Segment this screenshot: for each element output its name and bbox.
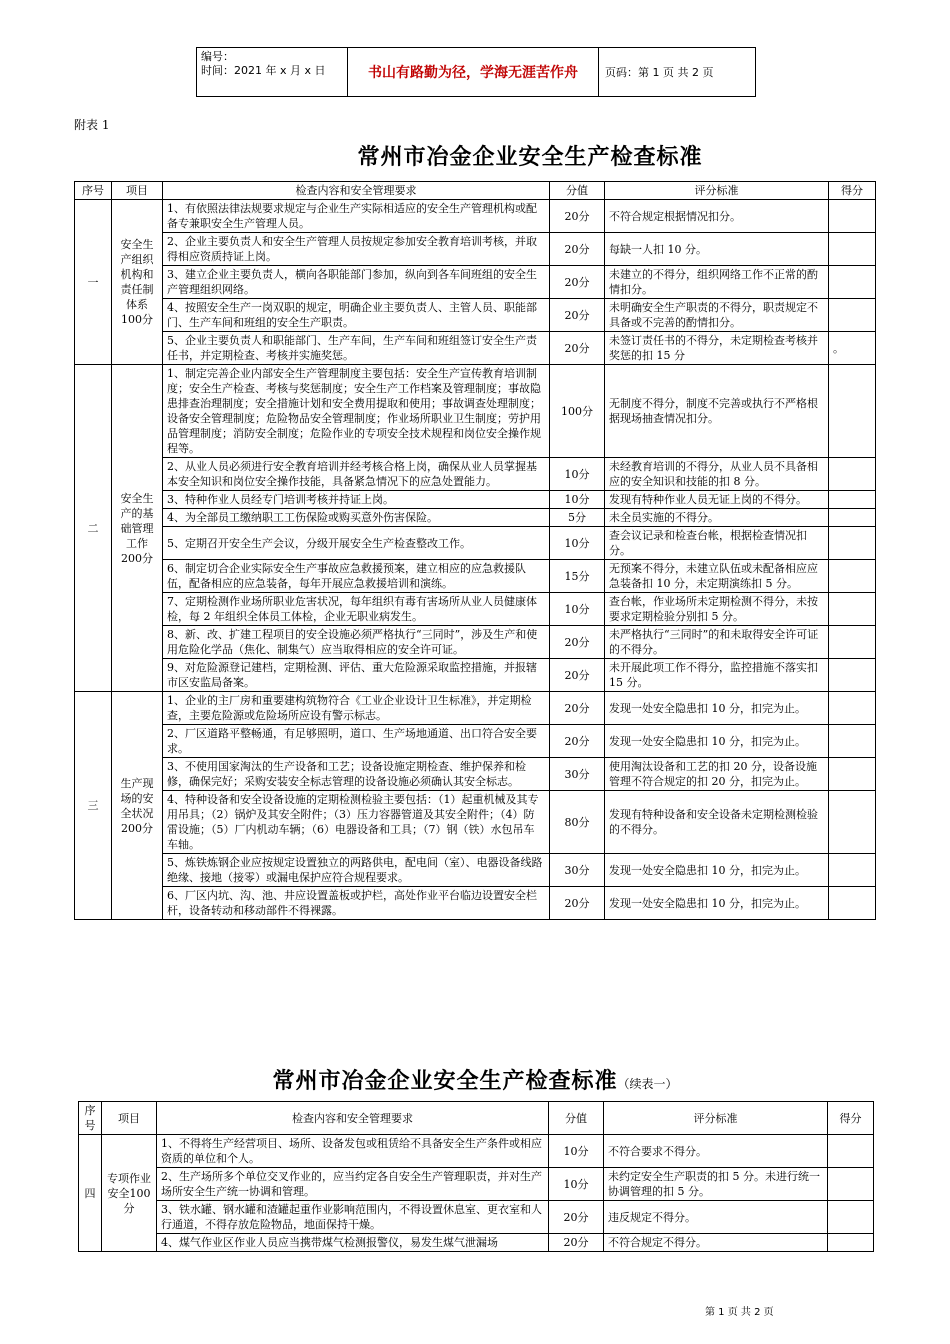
table-row [75, 299, 876, 332]
table-row [75, 509, 876, 527]
table-row [75, 527, 876, 560]
table-row [79, 1168, 874, 1201]
scoring-standard-cell: 不符合要求不得分。 [604, 1135, 828, 1168]
table-header-row [79, 1102, 874, 1135]
requirement-cell: 4、特种设备和安全设备设施的定期检测检验主要包括：（1）起重机械及其专用吊具；（2）锅炉及其安全附件；（3）压力容器管道及其安全附件；（4）防雷设施；（5）厂内机动车辆；（6）电器设备和工具；（7）钢（铁）水包吊车车轴。 [163, 791, 550, 854]
continuation-subtitle: （续表一） [617, 1077, 678, 1091]
scoring-standard-cell: 查会议记录和检查台帐，根据检查情况扣分。 [605, 527, 829, 560]
section-number: 三 [75, 692, 112, 920]
scoring-standard-cell: 未开展此项工作不得分，监控措施不落实扣 15 分。 [605, 659, 829, 692]
col-header-got: 得分 [829, 182, 876, 200]
col-header-standard: 评分标准 [605, 182, 829, 200]
score-cell: 80分 [550, 791, 605, 854]
col-header-score: 分值 [549, 1102, 604, 1135]
time-label: 时间：2021 年 x 月 x 日 [201, 64, 326, 77]
score-cell: 10分 [549, 1135, 604, 1168]
table-row [79, 1234, 874, 1252]
table-row [75, 560, 876, 593]
requirement-cell: 4、煤气作业区作业人员应当携带煤气检测报警仪，易发生煤气泄漏场 [157, 1234, 549, 1252]
section-item: 安全生产的基础管理工作200分 [112, 365, 163, 692]
score-cell: 20分 [549, 1201, 604, 1234]
points-cell [829, 491, 876, 509]
points-cell [828, 1201, 874, 1234]
score-cell: 20分 [550, 299, 605, 332]
scoring-standard-cell: 发现有特种设备和安全设备未定期检测检验的不得分。 [605, 791, 829, 854]
points-cell [828, 1234, 874, 1252]
table-row [75, 491, 876, 509]
requirement-cell: 9、对危险源登记建档，定期检测、评估、重大危险源采取监控措施，并报辖市区安监局备案。 [163, 659, 550, 692]
section-number: 四 [79, 1135, 102, 1252]
points-cell [829, 887, 876, 920]
score-cell: 20分 [550, 266, 605, 299]
requirement-cell: 3、特种作业人员经专门培训考核并持证上岗。 [163, 491, 550, 509]
score-cell: 30分 [550, 758, 605, 791]
page-header [196, 47, 756, 97]
scoring-standard-cell: 违反规定不得分。 [604, 1201, 828, 1234]
scoring-standard-cell: 未经教育培训的不得分，从业人员不具备相应的安全知识和技能的扣 8 分。 [605, 458, 829, 491]
points-cell [829, 458, 876, 491]
scoring-standard-cell: 发现一处安全隐患扣 10 分，扣完为止。 [605, 854, 829, 887]
points-cell: 。 [829, 332, 876, 365]
score-cell: 20分 [550, 659, 605, 692]
scoring-standard-cell: 不符合规定根据情况扣分。 [605, 200, 829, 233]
score-cell: 5分 [550, 509, 605, 527]
score-cell: 10分 [550, 593, 605, 626]
requirement-cell: 2、厂区道路平整畅通，有足够照明，道口、生产场地通道、出口符合安全要求。 [163, 725, 550, 758]
table-row [75, 458, 876, 491]
scoring-standard-cell: 无预案不得分，未建立队伍或未配备相应应急装备扣 10 分，未定期演练扣 5 分。 [605, 560, 829, 593]
points-cell [828, 1168, 874, 1201]
requirement-cell: 4、为全部员工缴纳职工工伤保险或购买意外伤害保险。 [163, 509, 550, 527]
points-cell [829, 758, 876, 791]
table-row [75, 233, 876, 266]
table-row [75, 266, 876, 299]
requirement-cell: 1、有依照法律法规要求规定与企业生产实际相适应的安全生产管理机构或配备专兼职安全生产管理人员。 [163, 200, 550, 233]
code-label: 编号： [201, 50, 234, 63]
section-item: 专项作业安全100分 [102, 1135, 157, 1252]
table-row [75, 692, 876, 725]
table-row [75, 758, 876, 791]
table-row [75, 791, 876, 854]
table-row [75, 200, 876, 233]
requirement-cell: 1、企业的主厂房和重要建构筑物符合《工业企业设计卫生标准》，并定期检查，主要危险源或危险场所应设有警示标志。 [163, 692, 550, 725]
col-header-content: 检查内容和安全管理要求 [163, 182, 550, 200]
score-cell: 10分 [550, 458, 605, 491]
points-cell [829, 266, 876, 299]
requirement-cell: 2、企业主要负责人和安全生产管理人员按规定参加安全教育培训考核，并取得相应资质持证上岗。 [163, 233, 550, 266]
score-cell: 20分 [550, 692, 605, 725]
table-row [75, 626, 876, 659]
score-cell: 20分 [550, 200, 605, 233]
scoring-standard-cell: 未建立的不得分，组织网络工作不正常的酌情扣分。 [605, 266, 829, 299]
score-cell: 10分 [549, 1168, 604, 1201]
points-cell [829, 725, 876, 758]
col-header-no: 序号 [75, 182, 112, 200]
continuation-title [0, 1064, 950, 1095]
section-number: 二 [75, 365, 112, 692]
score-cell: 20分 [550, 725, 605, 758]
col-header-item: 项目 [112, 182, 163, 200]
requirement-cell: 2、生产场所多个单位交叉作业的，应当约定各自安全生产管理职责，并对生产场所安全生产统一协调和管理。 [157, 1168, 549, 1201]
requirement-cell: 2、从业人员必须进行安全教育培训并经考核合格上岗，确保从业人员掌握基本安全知识和岗位安全操作技能，具备紧急情况下的应急处置能力。 [163, 458, 550, 491]
table-row [75, 887, 876, 920]
continuation-title-text: 常州市冶金企业安全生产检查标准 [272, 1068, 618, 1094]
table-row [79, 1135, 874, 1168]
points-cell [829, 200, 876, 233]
table-row [75, 725, 876, 758]
points-cell [829, 365, 876, 458]
section-item: 生产现场的安全状况200分 [112, 692, 163, 920]
requirement-cell: 5、企业主要负责人和职能部门、生产车间，生产车间和班组签订安全生产责任书，并定期检查、考核并实施奖惩。 [163, 332, 550, 365]
requirement-cell: 7、定期检测作业场所职业危害状况，每年组织有毒有害场所从业人员健康体检，每 2 年组织全体员工体检，企业无职业病发生。 [163, 593, 550, 626]
points-cell [829, 626, 876, 659]
points-cell [828, 1135, 874, 1168]
requirement-cell: 3、建立企业主要负责人，横向各职能部门参加，纵向到各车间班组的安全生产管理组织网络。 [163, 266, 550, 299]
score-cell: 15分 [550, 560, 605, 593]
page-title: 常州市冶金企业安全生产检查标准 [357, 144, 703, 170]
score-cell: 20分 [550, 887, 605, 920]
points-cell [829, 854, 876, 887]
inspection-table-continued [78, 1101, 874, 1252]
requirement-cell: 5、定期召开安全生产会议，分级开展安全生产检查整改工作。 [163, 527, 550, 560]
score-cell: 30分 [550, 854, 605, 887]
table-row [75, 593, 876, 626]
scoring-standard-cell: 未约定安全生产职责的扣 5 分。未进行统一协调管理的扣 5 分。 [604, 1168, 828, 1201]
score-cell: 10分 [550, 491, 605, 509]
score-cell: 20分 [549, 1234, 604, 1252]
points-cell [829, 560, 876, 593]
requirement-cell: 1、制定完善企业内部安全生产管理制度主要包括：安全生产宣传教育培训制度；安全生产检查、考核与奖惩制度；安全生产工作档案及管理制度；事故隐患排查治理制度；安全措施计划和安全费用提取和使用；事故调查处理制度；设备安全管理制度；危险物品安全管理制度；作业场所职业卫生制度；劳护用品管理制度；消防安全制度；危险作业的专项安全技术规程和岗位安全操作规程等。 [163, 365, 550, 458]
scoring-standard-cell: 未签订责任书的不得分，未定期检查考核并奖惩的扣 15 分 [605, 332, 829, 365]
requirement-cell: 3、铁水罐、钢水罐和渣罐起重作业影响范围内，不得设置休息室、更衣室和人行通道，不得存放危险物品，地面保持干燥。 [157, 1201, 549, 1234]
scoring-standard-cell: 未全员实施的不得分。 [605, 509, 829, 527]
points-cell [829, 233, 876, 266]
scoring-standard-cell: 发现一处安全隐患扣 10 分，扣完为止。 [605, 692, 829, 725]
inspection-table [74, 181, 876, 920]
section-number: 一 [75, 200, 112, 365]
header-motto: 书山有路勤为径，学海无涯苦作舟 [348, 48, 599, 96]
scoring-standard-cell: 每缺一人扣 10 分。 [605, 233, 829, 266]
scoring-standard-cell: 查台帐，作业场所未定期检测不得分，未按要求定期检验分别扣 5 分。 [605, 593, 829, 626]
page-footer: 第 1 页 共 2 页 [705, 1307, 774, 1318]
score-cell: 100分 [550, 365, 605, 458]
requirement-cell: 6、制定切合企业实际安全生产事故应急救援预案，建立相应的应急救援队伍，配备相应的应急装备，每年开展应急救援培训和演练。 [163, 560, 550, 593]
points-cell [829, 593, 876, 626]
requirement-cell: 5、炼铁炼钢企业应按规定设置独立的两路供电，配电间（室）、电器设备线路绝缘、接地（接零）或漏电保护应符合规程要求。 [163, 854, 550, 887]
table-row [75, 365, 876, 458]
score-cell: 20分 [550, 332, 605, 365]
header-page: 页码：第 1 页 共 2 页 [605, 66, 714, 79]
scoring-standard-cell: 无制度不得分，制度不完善或执行不严格根据现场抽查情况扣分。 [605, 365, 829, 458]
requirement-cell: 3、不使用国家淘汰的生产设备和工艺；设备设施定期检查、维护保养和检修，确保完好；采购安装安全标志管理的设备设施必须确认其安全标志。 [163, 758, 550, 791]
scoring-standard-cell: 未明确安全生产职责的不得分，职责规定不具备或不完善的酌情扣分。 [605, 299, 829, 332]
score-cell: 10分 [550, 527, 605, 560]
requirement-cell: 8、新、改、扩建工程项目的安全设施必须严格执行“三同时”，涉及生产和使用危险化学品（焦化、制集气）应当取得相应的安全许可证。 [163, 626, 550, 659]
requirement-cell: 6、厂区内坑、沟、池、井应设置盖板或护栏，高处作业平台临边设置安全栏杆，设备转动和移动部件不得裸露。 [163, 887, 550, 920]
score-cell: 20分 [550, 233, 605, 266]
points-cell [829, 791, 876, 854]
scoring-standard-cell: 不符合规定不得分。 [604, 1234, 828, 1252]
requirement-cell: 4、按照安全生产一岗双职的规定，明确企业主要负责人、主管人员、职能部门、生产车间和班组的安全生产职责。 [163, 299, 550, 332]
scoring-standard-cell: 发现一处安全隐患扣 10 分，扣完为止。 [605, 725, 829, 758]
attachment-label: 附表 1 [74, 118, 110, 132]
table-row [75, 854, 876, 887]
scoring-standard-cell: 未严格执行“三同时”的和未取得安全许可证的不得分。 [605, 626, 829, 659]
table-row [79, 1201, 874, 1234]
col-header-score: 分值 [550, 182, 605, 200]
header-meta [197, 48, 348, 96]
points-cell [829, 692, 876, 725]
scoring-standard-cell: 使用淘汰设备和工艺的扣 20 分，设备设施管理不符合规定的扣 20 分，扣完为止。 [605, 758, 829, 791]
points-cell [829, 527, 876, 560]
col-header-no: 序号 [79, 1102, 102, 1135]
scoring-standard-cell: 发现有特种作业人员无证上岗的不得分。 [605, 491, 829, 509]
score-cell: 20分 [550, 626, 605, 659]
col-header-got: 得分 [828, 1102, 874, 1135]
points-cell [829, 659, 876, 692]
table-header-row [75, 182, 876, 200]
col-header-standard: 评分标准 [604, 1102, 828, 1135]
table-row [75, 332, 876, 365]
scoring-standard-cell: 发现一处安全隐患扣 10 分，扣完为止。 [605, 887, 829, 920]
points-cell [829, 509, 876, 527]
requirement-cell: 1、不得将生产经营项目、场所、设备发包或租赁给不具备安全生产条件或相应资质的单位和个人。 [157, 1135, 549, 1168]
col-header-content: 检查内容和安全管理要求 [157, 1102, 549, 1135]
section-item: 安全生产组织机构和责任制体系100分 [112, 200, 163, 365]
points-cell [829, 299, 876, 332]
table-row [75, 659, 876, 692]
col-header-item: 项目 [102, 1102, 157, 1135]
